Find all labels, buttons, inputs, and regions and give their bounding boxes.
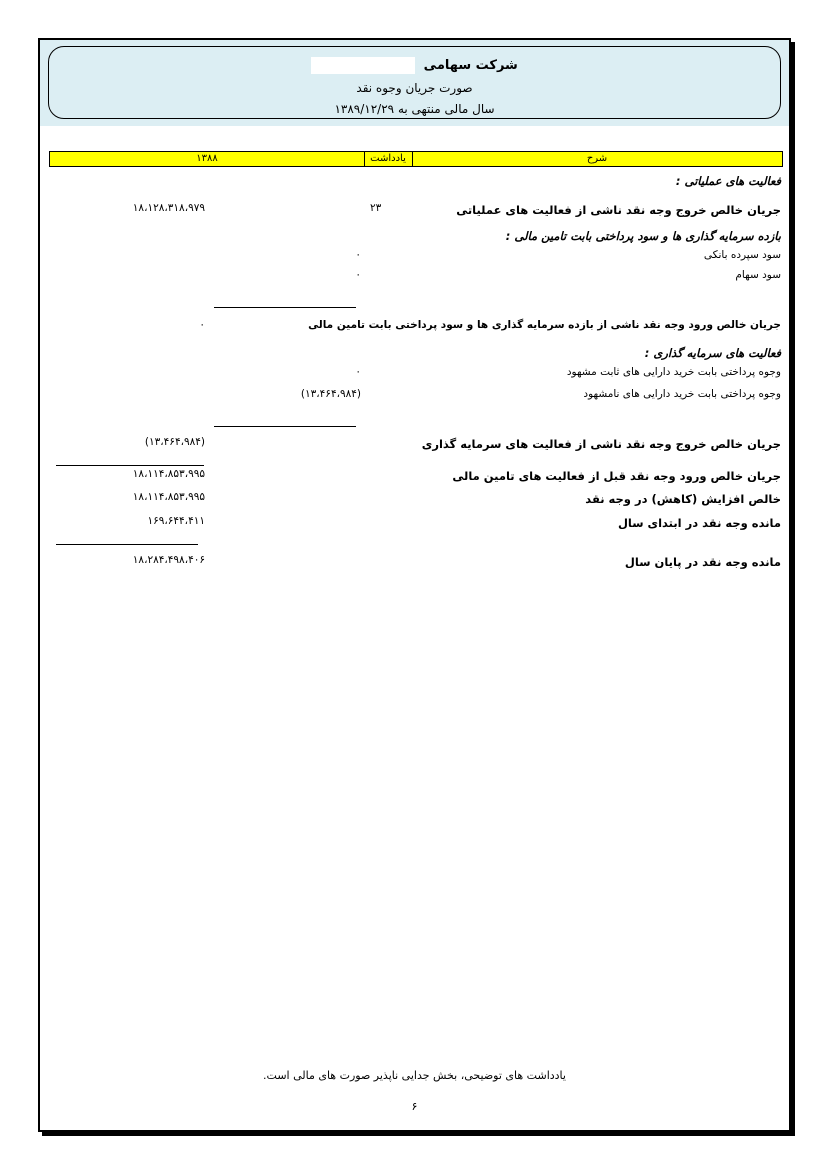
before-financing-value: ۱۸،۱۱۴،۸۵۳،۹۹۵: [132, 468, 205, 480]
company-label: شرکت سهامی: [423, 58, 518, 73]
footer-note: یادداشت های توضیحی، بخش جدایی ناپذیر صورت های مالی است.: [263, 1069, 566, 1082]
investing-net-label: جریان خالص خروج وجه نقد ناشی از فعالیت های سرمایه گذاری: [421, 437, 781, 451]
net-change-value: ۱۸،۱۱۴،۸۵۳،۹۹۵: [132, 491, 205, 503]
operating-note: ۲۳: [370, 202, 382, 214]
closing-cash-label: مانده وجه نقد در پایان سال: [624, 555, 781, 569]
before-financing-label: جریان خالص ورود وجه نقد قبل از فعالیت های تامین مالی: [452, 469, 781, 483]
operating-heading: فعالیت های عملیاتی :: [675, 174, 781, 188]
fiscal-period: سال مالی منتهی به ۱۳۸۹/۱۲/۲۹: [334, 102, 495, 116]
intangible-assets-value: (۱۳،۴۶۴،۹۸۴): [300, 388, 361, 400]
investing-heading: فعالیت های سرمایه گذاری :: [644, 346, 781, 360]
dividends-label: سود سهام: [735, 269, 781, 281]
company-name-redacted: [311, 57, 415, 74]
dividends-value: ۰: [355, 269, 361, 281]
statement-page: [38, 38, 791, 1132]
column-note: یادداشت: [370, 153, 406, 164]
net-change-label: خالص افزایش (کاهش) در وجه نقد: [585, 492, 781, 506]
opening-cash-label: مانده وجه نقد در ابتدای سال: [617, 516, 781, 530]
operating-net-label: جریان خالص خروج وجه نقد ناشی از فعالیت های عملیاتی: [456, 203, 781, 217]
header-box: [48, 46, 781, 119]
bank-interest-label: سود سپرده بانکی: [703, 249, 781, 261]
header-band: [40, 40, 789, 126]
closing-cash-value: ۱۸،۲۸۴،۴۹۸،۴۰۶: [132, 554, 205, 566]
tangible-assets-label: وجوه پرداختی بابت خرید دارایی های ثابت مشهود: [566, 366, 781, 378]
returns-heading: بازده سرمایه گذاری ها و سود پرداختی بابت تامین مالی :: [505, 229, 781, 243]
subtotal-rule: [214, 307, 356, 308]
operating-net-value: ۱۸،۱۲۸،۳۱۸،۹۷۹: [132, 202, 205, 214]
page-number: ۶: [411, 1100, 418, 1113]
subtotal-rule: [214, 426, 356, 427]
company-row: [49, 57, 780, 74]
investing-net-value: (۱۳،۴۶۴،۹۸۴): [144, 436, 205, 448]
total-rule: [56, 544, 198, 545]
intangible-assets-label: وجوه پرداختی بابت خرید دارایی های نامشهود: [583, 388, 781, 400]
bank-interest-value: ۰: [355, 249, 361, 261]
opening-cash-value: ۱۶۹،۶۴۴،۴۱۱: [147, 515, 205, 527]
returns-net-label: جریان خالص ورود وجه نقد ناشی از بازده سرمایه گذاری ها و سود پرداختی بابت تامین مالی: [308, 319, 781, 331]
total-rule: [56, 465, 204, 466]
returns-net-value: ۰: [199, 319, 205, 331]
column-year: ۱۳۸۸: [196, 153, 218, 164]
column-header: [49, 151, 783, 167]
statement-title: صورت جریان وجوه نقد: [356, 81, 473, 95]
tangible-assets-value: ۰: [355, 366, 361, 378]
column-description: شرح: [586, 153, 608, 164]
